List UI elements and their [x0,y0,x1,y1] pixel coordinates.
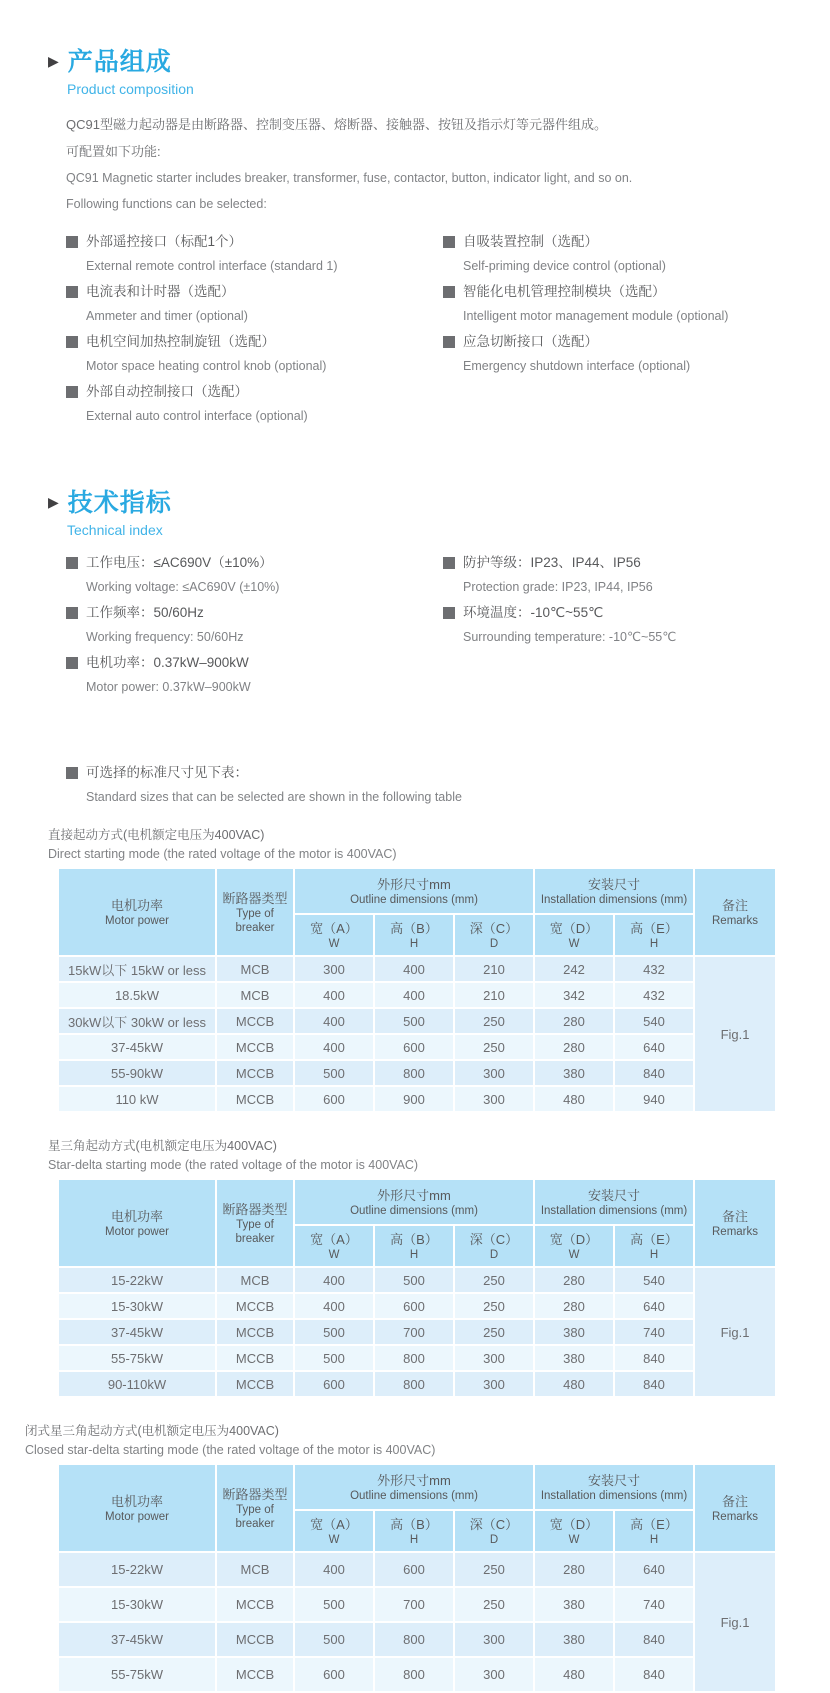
spec-item [66,604,443,645]
sizes-note-zh: 可选择的标准尺寸见下表： [86,765,248,780]
header-depth-c: 深（C） D [454,1510,534,1552]
square-bullet-icon [66,607,78,619]
table-cell: 280 [534,1293,614,1319]
table-cell: 400 [294,1293,374,1319]
paragraph-zh: QC91型磁力起动器是由断路器、控制变压器、熔断器、接触器、按钮及指示灯等元器件组成。 [66,117,607,132]
spec-item [443,554,830,595]
header-remarks: 备注 Remarks [694,868,776,956]
table-cell: 840 [614,1345,694,1371]
table-cell: 800 [374,1060,454,1086]
table-cell: 210 [454,982,534,1008]
table-cell: MCCB [216,1293,294,1319]
feature-item [66,333,443,374]
table-cell: 500 [294,1060,374,1086]
table-cell: 640 [614,1034,694,1060]
table-cell: MCCB [216,1319,294,1345]
table-cell: 250 [454,1034,534,1060]
feature-en: Emergency shutdown interface (optional) [463,359,691,373]
square-bullet-icon [66,286,78,298]
table-cell: 400 [374,982,454,1008]
table-row [58,1008,776,1034]
header-installation-dimensions: 安装尺寸 Installation dimensions (mm) [534,1179,694,1225]
table-cell: 540 [614,1008,694,1034]
spec-item [66,554,443,595]
spec-zh: 工作电压：≤AC690V（±10%） [86,555,273,570]
table-cell: 280 [534,1034,614,1060]
spec-zh: 工作频率：50/60Hz [86,605,204,620]
table-cell: MCCB [216,1034,294,1060]
table-header [58,1179,776,1267]
table-row [58,1622,776,1657]
table-caption-en: Closed star-delta starting mode (the rated voltage of the motor is 400VAC) [25,1443,436,1457]
header-width-a: 宽（A） W [294,1225,374,1267]
table-cell: MCCB [216,1587,294,1622]
table-cell: MCCB [216,1086,294,1112]
table-cell: 280 [534,1267,614,1293]
table-caption [48,1137,830,1175]
table-cell: 280 [534,1552,614,1587]
table-cell: 300 [454,1086,534,1112]
feature-zh: 自吸装置控制（选配） [463,234,598,249]
table-cell: 480 [534,1371,614,1397]
section-product-composition [48,0,830,97]
dimensions-table-star-delta [57,1178,777,1398]
feature-en: External remote control interface (standard 1) [86,259,338,273]
table-caption-en: Direct starting mode (the rated voltage of the motor is 400VAC) [48,847,397,861]
table-body [58,1267,776,1397]
header-width-a: 宽（A） W [294,1510,374,1552]
table-cell: 480 [534,1657,614,1692]
table-cell: 37-45kW [58,1622,216,1657]
table-cell: 840 [614,1371,694,1397]
paragraph-en: Following functions can be selected: [66,197,267,211]
table-cell: 432 [614,982,694,1008]
table-row [58,1034,776,1060]
paragraph-en: QC91 Magnetic starter includes breaker, transformer, fuse, contactor, button, indicator light, and so on. [66,171,633,185]
table-cell: 242 [534,956,614,982]
table-section-closed-star-delta [0,1422,830,1693]
feature-item [66,383,443,424]
table-cell: 300 [454,1060,534,1086]
table-cell: 300 [454,1622,534,1657]
spec-column-left [66,554,443,704]
header-motor-power: 电机功率 Motor power [58,1179,216,1267]
feature-item [66,283,443,324]
feature-en: Intelligent motor management module (optional) [463,309,729,323]
table-cell: 800 [374,1657,454,1692]
table-cell: 600 [374,1293,454,1319]
header-remarks: 备注 Remarks [694,1179,776,1267]
dimensions-table-direct [57,867,777,1113]
table-cell: 400 [374,956,454,982]
table-section-direct-starting [0,826,830,1113]
table-cell: 600 [294,1371,374,1397]
header-depth-c: 深（C） D [454,914,534,956]
feature-zh: 外部遥控接口（标配1个） [86,234,243,249]
table-cell: 250 [454,1267,534,1293]
table-cell: 600 [374,1034,454,1060]
triangle-bullet-icon: ▶ [48,53,59,69]
table-caption-zh: 星三角起动方式(电机额定电压为400VAC) [48,1139,277,1153]
feature-zh: 应急切断接口（选配） [463,334,598,349]
table-caption-en: Star-delta starting mode (the rated voltage of the motor is 400VAC) [48,1158,419,1172]
table-cell: 500 [294,1587,374,1622]
table-cell: 740 [614,1587,694,1622]
table-row [58,1587,776,1622]
section-title-zh: 产品组成 [67,48,172,76]
table-cell: 37-45kW [58,1319,216,1345]
table-cell: MCB [216,1267,294,1293]
square-bullet-icon [443,607,455,619]
table-cell: 500 [294,1345,374,1371]
spec-zh: 防护等级：IP23、IP44、IP56 [463,555,641,570]
remarks-cell: Fig.1 [694,956,776,1112]
table-cell: 840 [614,1657,694,1692]
table-cell: 300 [454,1371,534,1397]
feature-zh: 外部自动控制接口（选配） [86,384,248,399]
table-body [58,956,776,1112]
table-row [58,1371,776,1397]
header-installation-dimensions: 安装尺寸 Installation dimensions (mm) [534,868,694,914]
table-cell: 15-22kW [58,1552,216,1587]
table-caption-zh: 直接起动方式(电机额定电压为400VAC) [48,828,265,842]
table-cell: 400 [294,1008,374,1034]
table-cell: 55-75kW [58,1657,216,1692]
table-cell: 250 [454,1293,534,1319]
table-cell: 15kW以下 15kW or less [58,956,216,982]
table-cell: 600 [294,1657,374,1692]
table-cell: 800 [374,1345,454,1371]
table-caption-zh: 闭式星三角起动方式(电机额定电压为400VAC) [25,1424,279,1438]
table-cell: MCB [216,956,294,982]
header-remarks: 备注 Remarks [694,1464,776,1552]
header-height-e: 高（E） H [614,1225,694,1267]
feature-zh: 智能化电机管理控制模块（选配） [463,284,666,299]
square-bullet-icon [443,236,455,248]
feature-item [443,283,830,324]
table-cell: 480 [534,1086,614,1112]
header-motor-power: 电机功率 Motor power [58,868,216,956]
spec-zh: 电机功率：0.37kW–900kW [86,655,249,670]
table-cell: 250 [454,1008,534,1034]
table-cell: 640 [614,1552,694,1587]
square-bullet-icon [66,336,78,348]
table-row [58,956,776,982]
composition-paragraphs [66,111,830,217]
table-cell: 15-30kW [58,1293,216,1319]
spec-list [66,554,830,704]
spec-en: Motor power: 0.37kW–900kW [86,680,251,694]
header-height-b: 高（B） H [374,1225,454,1267]
table-cell: 380 [534,1587,614,1622]
spec-en: Working frequency: 50/60Hz [86,630,244,644]
table-cell: 400 [294,1034,374,1060]
table-cell: MCCB [216,1622,294,1657]
feature-en: Self-priming device control (optional) [463,259,666,273]
table-cell: 380 [534,1319,614,1345]
header-breaker-type: 断路器类型 Type of breaker [216,868,294,956]
header-height-b: 高（B） H [374,1510,454,1552]
table-cell: 740 [614,1319,694,1345]
table-row [58,1657,776,1692]
table-cell: 540 [614,1267,694,1293]
table-cell: 280 [534,1008,614,1034]
spec-en: Protection grade: IP23, IP44, IP56 [463,580,653,594]
square-bullet-icon [66,236,78,248]
table-cell: 800 [374,1622,454,1657]
square-bullet-icon [66,657,78,669]
triangle-bullet-icon: ▶ [48,494,59,510]
table-caption [25,1422,830,1460]
header-height-e: 高（E） H [614,1510,694,1552]
remarks-cell: Fig.1 [694,1267,776,1397]
table-cell: 300 [454,1345,534,1371]
table-cell: 380 [534,1622,614,1657]
table-cell: 300 [294,956,374,982]
remarks-cell: Fig.1 [694,1552,776,1692]
header-breaker-type: 断路器类型 Type of breaker [216,1464,294,1552]
table-cell: 37-45kW [58,1034,216,1060]
header-depth-c: 深（C） D [454,1225,534,1267]
table-body [58,1552,776,1692]
table-cell: 210 [454,956,534,982]
table-caption [48,826,830,864]
spec-item [66,654,443,695]
sizes-note [66,764,830,814]
header-height-b: 高（B） H [374,914,454,956]
table-row [58,1267,776,1293]
header-width-a: 宽（A） W [294,914,374,956]
table-row [58,1086,776,1112]
table-cell: 250 [454,1587,534,1622]
header-outline-dimensions: 外形尺寸mm Outline dimensions (mm) [294,868,534,914]
table-row [58,1319,776,1345]
table-row [58,1060,776,1086]
table-cell: 800 [374,1371,454,1397]
square-bullet-icon [443,336,455,348]
table-cell: 500 [374,1267,454,1293]
header-width-d: 宽（D） W [534,1510,614,1552]
table-cell: 900 [374,1086,454,1112]
feature-column-left [66,233,443,433]
table-cell: 640 [614,1293,694,1319]
table-header [58,1464,776,1552]
table-cell: 18.5kW [58,982,216,1008]
feature-zh: 电流表和计时器（选配） [86,284,235,299]
header-motor-power: 电机功率 Motor power [58,1464,216,1552]
dimensions-table-closed-star-delta [57,1463,777,1693]
feature-en: External auto control interface (optional) [86,409,308,423]
table-cell: 30kW以下 30kW or less [58,1008,216,1034]
header-outline-dimensions: 外形尺寸mm Outline dimensions (mm) [294,1464,534,1510]
header-width-d: 宽（D） W [534,914,614,956]
table-cell: 500 [374,1008,454,1034]
section-title-zh: 技术指标 [67,489,172,517]
table-row [58,1293,776,1319]
table-row [58,982,776,1008]
table-cell: 90-110kW [58,1371,216,1397]
section-title-en: Product composition [67,81,194,97]
header-installation-dimensions: 安装尺寸 Installation dimensions (mm) [534,1464,694,1510]
table-cell: MCB [216,982,294,1008]
table-cell: 342 [534,982,614,1008]
header-width-d: 宽（D） W [534,1225,614,1267]
table-row [58,1552,776,1587]
feature-column-right [443,233,830,433]
feature-item [443,333,830,374]
feature-en: Motor space heating control knob (optional) [86,359,327,373]
square-bullet-icon [66,386,78,398]
table-cell: MCB [216,1552,294,1587]
table-cell: 400 [294,1552,374,1587]
table-cell: 700 [374,1587,454,1622]
table-cell: 500 [294,1319,374,1345]
table-cell: 110 kW [58,1086,216,1112]
feature-item [66,233,443,274]
table-cell: 840 [614,1060,694,1086]
table-cell: 15-30kW [58,1587,216,1622]
table-cell: MCCB [216,1371,294,1397]
section-technical-index [48,483,830,538]
header-height-e: 高（E） H [614,914,694,956]
table-cell: 55-90kW [58,1060,216,1086]
square-bullet-icon [66,767,78,779]
table-cell: 15-22kW [58,1267,216,1293]
table-cell: 840 [614,1622,694,1657]
table-cell: 500 [294,1622,374,1657]
sizes-note-en: Standard sizes that can be selected are shown in the following table [86,790,462,804]
square-bullet-icon [443,286,455,298]
table-cell: 250 [454,1552,534,1587]
spec-en: Surrounding temperature: -10℃~55℃ [463,630,677,644]
table-cell: MCCB [216,1060,294,1086]
table-cell: 380 [534,1345,614,1371]
feature-list [66,233,830,433]
feature-en: Ammeter and timer (optional) [86,309,248,323]
table-cell: 400 [294,1267,374,1293]
table-cell: 380 [534,1060,614,1086]
table-cell: 600 [294,1086,374,1112]
spec-item [443,604,830,645]
table-cell: 300 [454,1657,534,1692]
spec-column-right [443,554,830,704]
table-cell: MCCB [216,1008,294,1034]
square-bullet-icon [443,557,455,569]
table-row [58,1345,776,1371]
table-cell: 940 [614,1086,694,1112]
table-cell: 700 [374,1319,454,1345]
table-cell: 250 [454,1319,534,1345]
table-cell: MCCB [216,1345,294,1371]
table-cell: 400 [294,982,374,1008]
square-bullet-icon [66,557,78,569]
spec-en: Working voltage: ≤AC690V (±10%) [86,580,280,594]
table-cell: 600 [374,1552,454,1587]
section-title-en: Technical index [67,522,163,538]
header-breaker-type: 断路器类型 Type of breaker [216,1179,294,1267]
header-outline-dimensions: 外形尺寸mm Outline dimensions (mm) [294,1179,534,1225]
sizes-note-item [66,764,462,805]
table-cell: 432 [614,956,694,982]
paragraph-zh: 可配置如下功能: [66,144,161,159]
table-cell: MCCB [216,1657,294,1692]
table-header [58,868,776,956]
table-cell: 55-75kW [58,1345,216,1371]
feature-item [443,233,830,274]
table-section-star-delta [0,1137,830,1398]
feature-zh: 电机空间加热控制旋钮（选配） [86,334,275,349]
spec-zh: 环境温度：-10℃~55℃ [463,605,604,620]
